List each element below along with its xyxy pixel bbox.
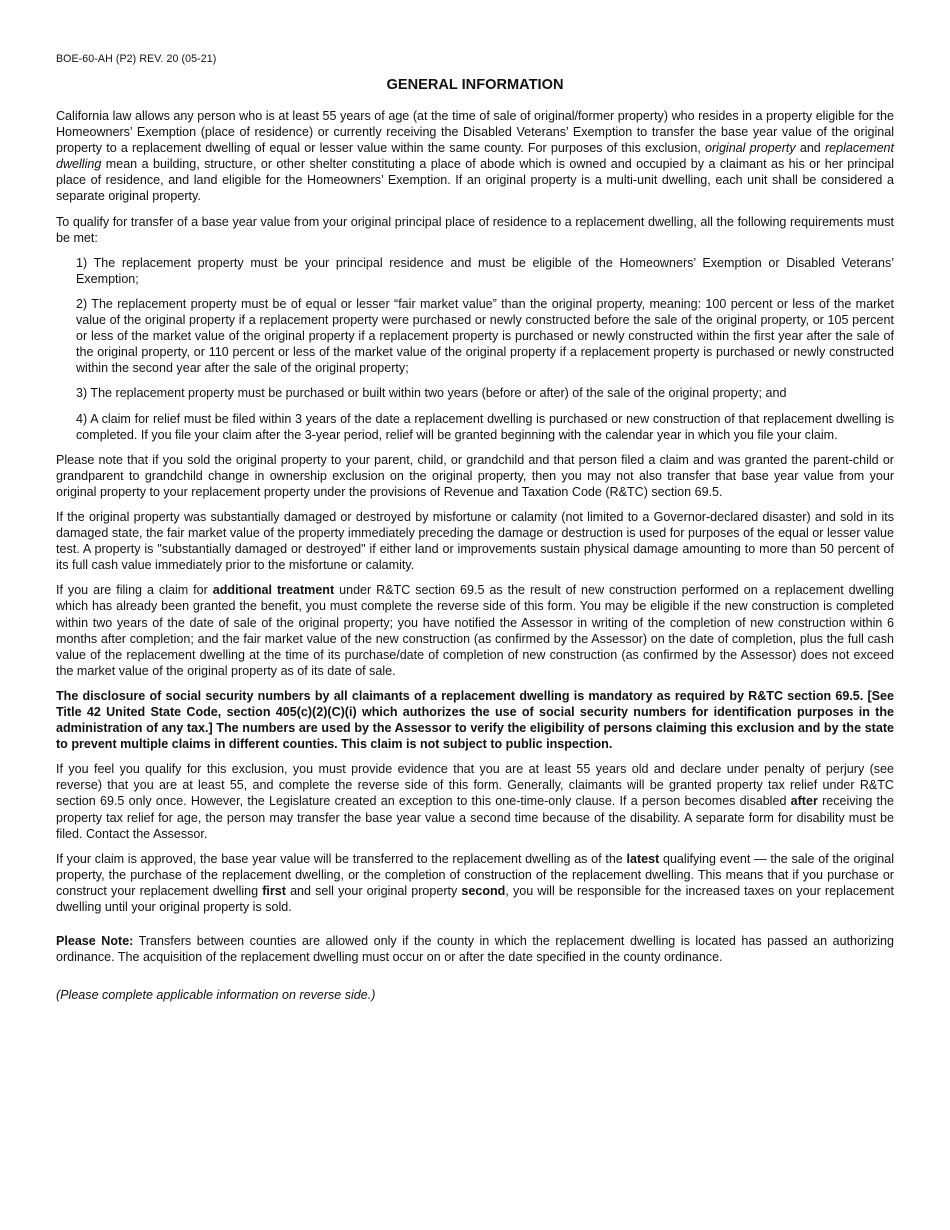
please-note-paragraph: Please Note: Transfers between counties are allowed only if the county in which the replacement dwelling is located has passed an authorizing ordinance. The acquisition of the replacement dwelling must occur on or after the date specified in the county ordinance. bbox=[56, 934, 894, 965]
requirement-4: 4) A claim for relief must be filed within 3 years of the date a replacement dwelling is purchased or new construction of that replacement dwelling is completed. If you file your claim after the 3-year period, relief will be granted beginning with the calendar year in which you file your claim. bbox=[76, 411, 894, 442]
damaged-property-paragraph: If the original property was substantially damaged or destroyed by misfortune or calamity (not limited to a Governor-declared disaster) and sold in its damaged state, the fair market value of the property immediately preceding the damage or destruction is used for purposes of the equal or lesser value test. A property is "substantially damaged or destroyed" if either land or improvements sustain physical damage amounting to more than 50 percent of its full cash value immediately prior to the misfortune or calamity. bbox=[56, 509, 894, 573]
form-id: BOE-60-AH (P2) REV. 20 (05-21) bbox=[56, 53, 217, 65]
intro-paragraph: California law allows any person who is at least 55 years of age (at the time of sale of original/former property) who resides in a property eligible for the Homeowners’ Exemption (place of residence) or currently receiving the Disabled Veterans’ Exemption to transfer the base year value of the original property to a replacement dwelling of equal or lesser value within the same county. For purposes of this exclusion, original property and replacement dwelling mean a building, structure, or other shelter constituting a place of abode which is owned and occupied by a claimant as his or her principal place of residence, and land eligible for the Homeowners’ Exemption. If an original property is a multi-unit dwelling, each unit shall be considered a separate original property. bbox=[56, 109, 895, 204]
additional-treatment-paragraph: If you are filing a claim for additional treatment under R&TC section 69.5 as the result of new construction performed on a replacement dwelling which has already been granted the benefit, you must complete the reverse side of this form. You may be eligible if the new construction is completed within two years of the date of sale of the original property; you have notified the Assessor in writing of the completion of new construction within 6 months after completion; and the fair market value of the new construction (as confirmed by the Assessor) on the date of completion, plus the full cash value of the replacement dwelling at the time of its purchase/date of completion of new construction (as confirmed by the Assessor) does not exceed the market value of the original property as of its date of sale. bbox=[56, 583, 894, 678]
requirement-3: 3) The replacement property must be purchased or built within two years (before or after) of the sale of the original property; and bbox=[76, 386, 787, 401]
evidence-paragraph: If you feel you qualify for this exclusion, you must provide evidence that you are at least 55 years old and declare under penalty of perjury (see reverse) that you are at least 55, and complete the reverse side of this form. Generally, claimants will be granted property tax relief under R&TC section 69.5 only once. However, the Legislature created an exception to this one-time-only clause. If a person becomes disabled after receiving the property tax relief for age, the person may transfer the base year value a second time because of the disability. A separate form for disability must be filed. Contact the Assessor. bbox=[56, 762, 894, 841]
requirement-1: 1) The replacement property must be your principal residence and must be eligible of the Homeowners’ Exemption or Disabled Veterans’ Exemption; bbox=[76, 255, 894, 286]
approval-paragraph: If your claim is approved, the base year value will be transferred to the replacement dwelling as of the latest qualifying event — the sale of the original property, the purchase of the replacement dwelling, or the completion of construction of the replacement dwelling. This means that if you purchase or construct your replacement dwelling first and sell your original property second, you will be responsible for the increased taxes on your replacement dwelling until your original property is sold. bbox=[56, 851, 894, 915]
ssn-disclosure-paragraph: The disclosure of social security numbers by all claimants of a replacement dwelling is mandatory as required by R&TC section 69.5. [See Title 42 United State Code, section 405(c)(2)(C)(i) which authorizes the use of social security numbers for identification purposes in the administration of any tax.] The numbers are used by the Assessor to verify the eligibility of persons claiming this exclusion and by the state to prevent multiple claims in different counties. This claim is not subject to public inspection. bbox=[56, 688, 894, 752]
closing-instruction: (Please complete applicable information on reverse side.) bbox=[56, 988, 376, 1003]
document-body bbox=[56, 108, 894, 1012]
qualify-paragraph: To qualify for transfer of a base year value from your original principal place of residence to a replacement dwelling, all the following requirements must be met: bbox=[56, 214, 894, 245]
page-title: GENERAL INFORMATION bbox=[386, 77, 564, 93]
requirement-2: 2) The replacement property must be of equal or lesser “fair market value” than the original property, meaning: 100 percent or less of the market value of the original property if a replacement property were purchased or newly constructed before the sale of the original property, or 105 percent or less of the market value of the original property if a replacement property is purchased or newly constructed within the first year after the sale of the original property, or 110 percent or less of the market value of the original property if a replacement property is purchased or newly constructed within the second year after the sale of the original property; bbox=[76, 296, 894, 376]
parent-child-paragraph: Please note that if you sold the original property to your parent, child, or grandchild and that person filed a claim and was granted the parent-child or grandparent to grandchild change in ownership exclusion on the original property, then you may not also transfer that base year value from your original property to your replacement property under the provisions of Revenue and Taxation Code (R&TC) section 69.5. bbox=[56, 452, 894, 499]
